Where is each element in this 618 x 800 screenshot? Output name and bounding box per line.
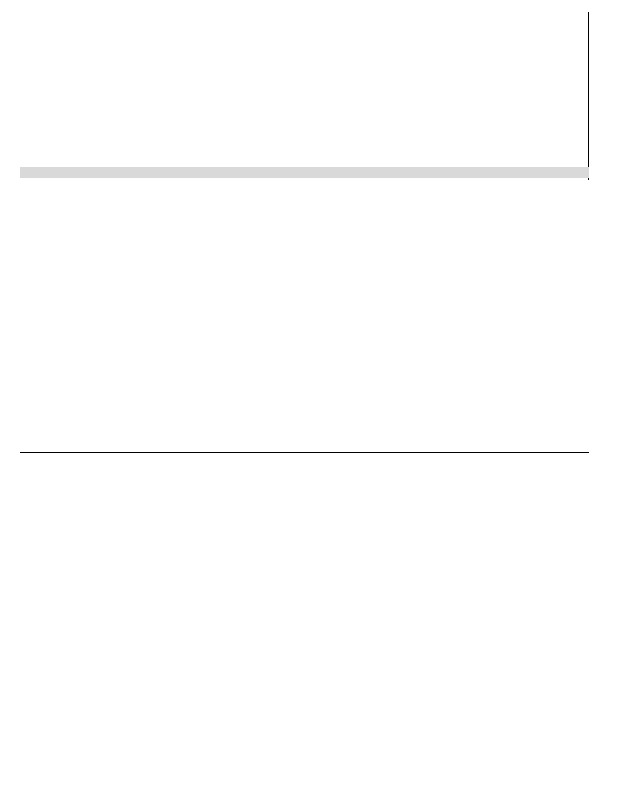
- footer-rule: [20, 452, 589, 453]
- standards-header-bar: [20, 167, 589, 178]
- right-border-rule: [588, 12, 589, 180]
